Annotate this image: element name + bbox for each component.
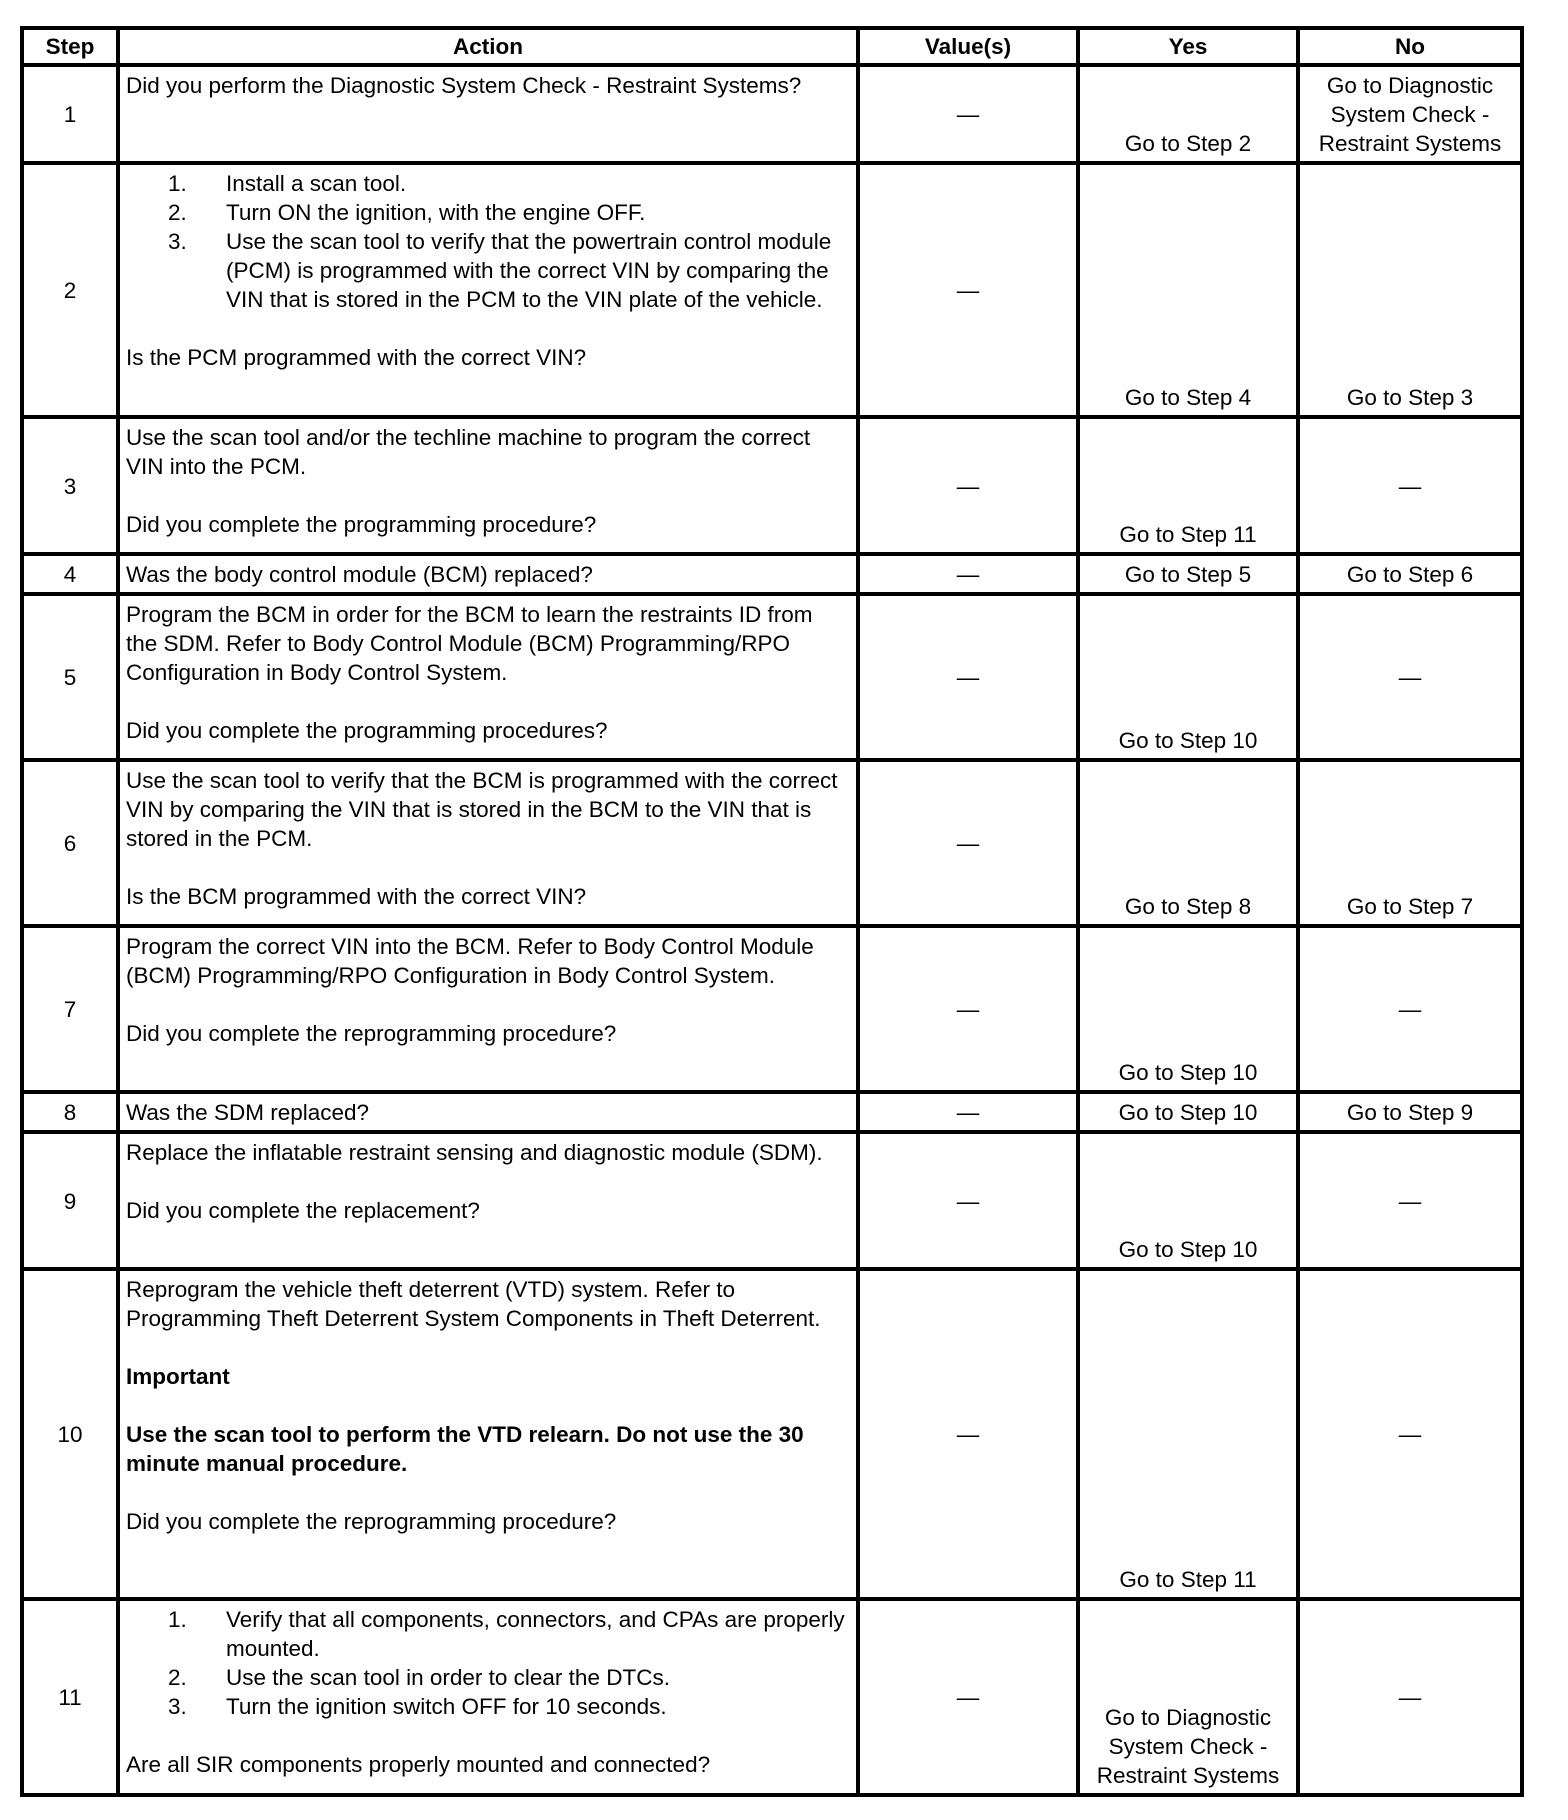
action-cell: [118, 1269, 858, 1599]
value-cell: —: [858, 926, 1078, 1092]
no-result: —: [1298, 1269, 1522, 1599]
value-cell: —: [858, 594, 1078, 760]
important-label: Important: [126, 1364, 230, 1389]
action-question: Did you complete the programming procedures?: [126, 718, 608, 743]
yes-result: Go to Step 10: [1078, 926, 1298, 1092]
action-cell: [118, 926, 858, 1092]
value-cell: —: [858, 163, 1078, 417]
action-question: Did you complete the programming procedure?: [126, 512, 597, 537]
action-text: Reprogram the vehicle theft deterrent (VTD) system. Refer to Programming Theft Deterrent System Components in Theft Deterrent.: [126, 1277, 821, 1331]
table-row: [22, 926, 1522, 1092]
action-text: Program the BCM in order for the BCM to learn the restraints ID from the SDM. Refer to Body Control Module (BCM) Programming/RPO Configuration in Body Control System.: [126, 602, 813, 685]
action-cell: [118, 594, 858, 760]
yes-result: Go to Step 4: [1078, 163, 1298, 417]
list-item: Use the scan tool in order to clear the DTCs.: [226, 1665, 670, 1690]
no-result: —: [1298, 417, 1522, 554]
value-cell: —: [858, 760, 1078, 926]
table-row: [22, 417, 1522, 554]
list-item: Use the scan tool to verify that the powertrain control module (PCM) is programmed with the correct VIN by comparing the VIN that is stored in the PCM to the VIN plate of the vehicle.: [226, 229, 832, 312]
yes-result: Go to Step 5: [1078, 554, 1298, 594]
action-text: Use the scan tool to verify that the BCM is programmed with the correct VIN by comparing the VIN that is stored in the BCM to the VIN that is stored in the PCM.: [126, 768, 838, 851]
action-text: Did you perform the Diagnostic System Check - Restraint Systems?: [118, 65, 858, 163]
table-row: [22, 65, 1522, 163]
action-text: Was the body control module (BCM) replaced?: [118, 554, 858, 594]
table-row: [22, 1269, 1522, 1599]
action-cell: [118, 1599, 858, 1795]
step-number: 3: [22, 417, 118, 554]
table-row: [22, 163, 1522, 417]
list-item: Turn ON the ignition, with the engine OFF.: [226, 200, 646, 225]
action-cell: [118, 417, 858, 554]
yes-result: Go to Step 8: [1078, 760, 1298, 926]
action-question: Are all SIR components properly mounted and connected?: [126, 1752, 711, 1777]
yes-result: Go to Step 10: [1078, 594, 1298, 760]
list-item: Turn the ignition switch OFF for 10 seconds.: [226, 1694, 667, 1719]
important-text: Use the scan tool to perform the VTD relearn. Do not use the 30 minute manual procedure.: [126, 1422, 804, 1476]
action-text: Replace the inflatable restraint sensing and diagnostic module (SDM).: [126, 1140, 823, 1165]
value-cell: —: [858, 65, 1078, 163]
action-question: Did you complete the reprogramming procedure?: [126, 1021, 617, 1046]
no-result: Go to Step 7: [1298, 760, 1522, 926]
no-result: —: [1298, 926, 1522, 1092]
step-number: 8: [22, 1092, 118, 1132]
action-list: [126, 169, 850, 314]
action-list: [126, 1605, 850, 1721]
table-row: [22, 1092, 1522, 1132]
yes-result: Go to Step 10: [1078, 1132, 1298, 1269]
table-row: [22, 1599, 1522, 1795]
action-question: Is the PCM programmed with the correct VIN?: [126, 345, 587, 370]
value-cell: —: [858, 554, 1078, 594]
action-question: Is the BCM programmed with the correct VIN?: [126, 884, 587, 909]
table-row: [22, 594, 1522, 760]
step-number: 10: [22, 1269, 118, 1599]
header-values: Value(s): [858, 28, 1078, 65]
step-number: 2: [22, 163, 118, 417]
no-result: Go to Diagnostic System Check - Restraint Systems: [1298, 65, 1522, 163]
step-number: 9: [22, 1132, 118, 1269]
no-result: Go to Step 9: [1298, 1092, 1522, 1132]
action-text: Program the correct VIN into the BCM. Refer to Body Control Module (BCM) Programming/RPO Configuration in Body Control System.: [126, 934, 814, 988]
header-yes: Yes: [1078, 28, 1298, 65]
no-result: —: [1298, 594, 1522, 760]
yes-result: Go to Step 11: [1078, 417, 1298, 554]
step-number: 6: [22, 760, 118, 926]
no-result: Go to Step 3: [1298, 163, 1522, 417]
value-cell: —: [858, 1269, 1078, 1599]
value-cell: —: [858, 1092, 1078, 1132]
action-question: Did you complete the reprogramming procedure?: [126, 1509, 617, 1534]
table-row: [22, 1132, 1522, 1269]
yes-result: Go to Step 10: [1078, 1092, 1298, 1132]
header-step: Step: [22, 28, 118, 65]
action-cell: [118, 163, 858, 417]
value-cell: —: [858, 1599, 1078, 1795]
action-text: Use the scan tool and/or the techline machine to program the correct VIN into the PCM.: [126, 425, 811, 479]
yes-result: Go to Step 2: [1078, 65, 1298, 163]
list-item: Install a scan tool.: [226, 171, 407, 196]
action-cell: [118, 760, 858, 926]
step-number: 4: [22, 554, 118, 594]
no-result: —: [1298, 1599, 1522, 1795]
no-result: Go to Step 6: [1298, 554, 1522, 594]
action-question: Did you complete the replacement?: [126, 1198, 480, 1223]
yes-result: Go to Step 11: [1078, 1269, 1298, 1599]
step-number: 1: [22, 65, 118, 163]
value-cell: —: [858, 1132, 1078, 1269]
step-number: 7: [22, 926, 118, 1092]
value-cell: —: [858, 417, 1078, 554]
no-result: —: [1298, 1132, 1522, 1269]
yes-result: Go to Diagnostic System Check - Restraint Systems: [1078, 1599, 1298, 1795]
header-action: Action: [118, 28, 858, 65]
table-row: [22, 760, 1522, 926]
table-row: [22, 554, 1522, 594]
diagnostic-table: [20, 26, 1524, 1797]
action-text: Was the SDM replaced?: [118, 1092, 858, 1132]
action-cell: [118, 1132, 858, 1269]
header-row: [22, 28, 1522, 65]
list-item: Verify that all components, connectors, and CPAs are properly mounted.: [226, 1607, 845, 1661]
step-number: 11: [22, 1599, 118, 1795]
header-no: No: [1298, 28, 1522, 65]
step-number: 5: [22, 594, 118, 760]
